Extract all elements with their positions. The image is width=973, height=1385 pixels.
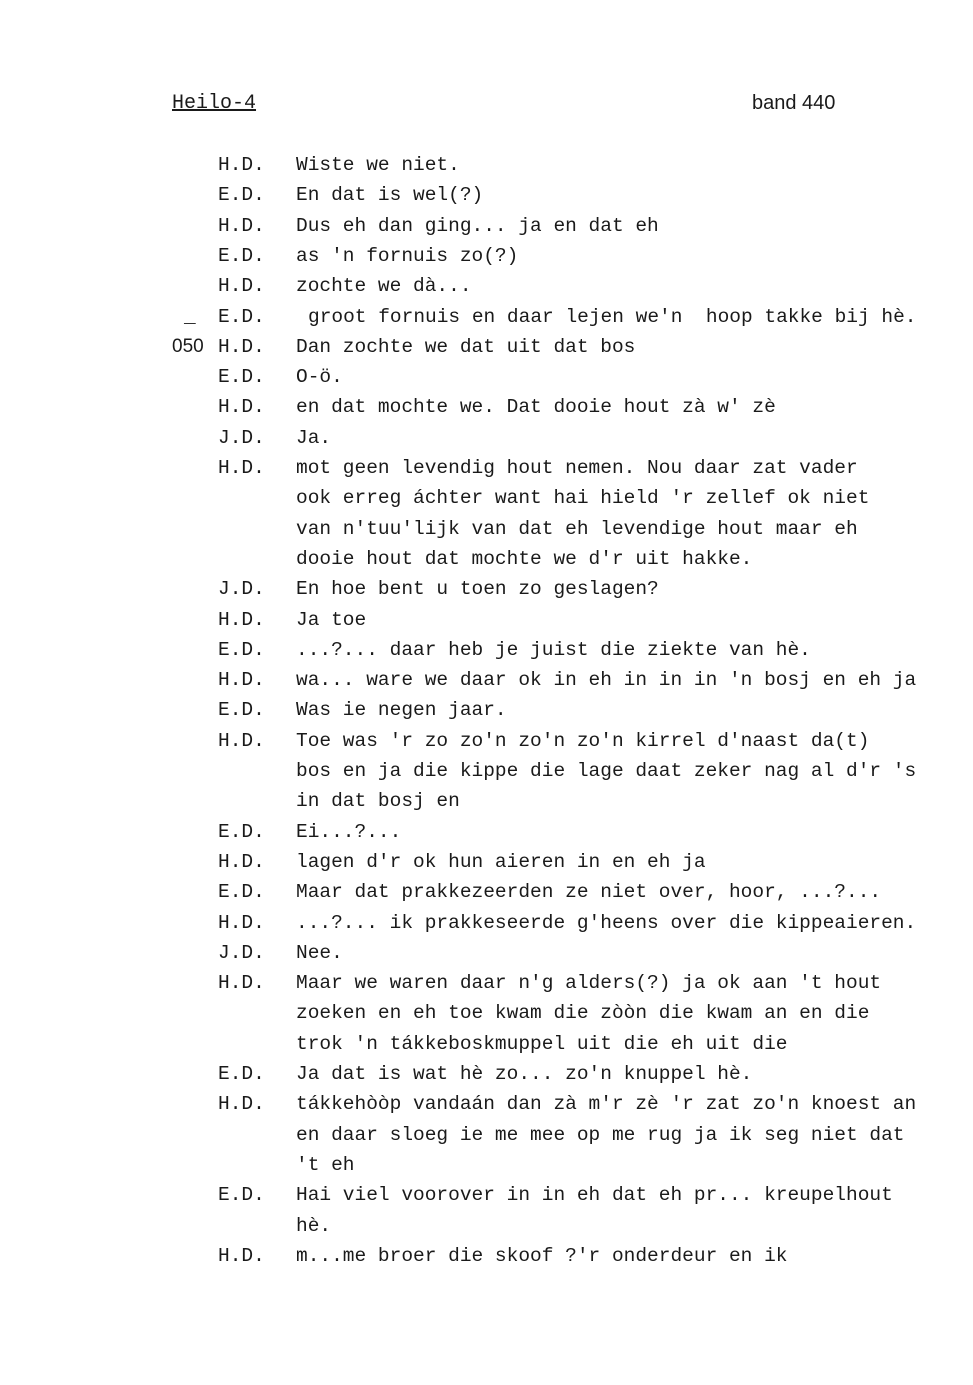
utterance-text: En dat is wel(?)	[296, 184, 484, 207]
transcript-line	[0, 817, 973, 847]
utterance-text: Wiste we niet.	[296, 154, 460, 176]
utterance-text: in dat bosj en	[296, 790, 460, 813]
utterance-text: van n'tuu'lijk van dat eh levendige hout maar eh	[296, 517, 858, 540]
line-number: 050	[172, 335, 204, 357]
speaker-label: H.D.	[218, 850, 265, 873]
utterance-text: bos en ja die kippe die lage daat zeker nag al d'r 's	[296, 760, 917, 782]
utterance-text: tákkehòòp vandaán dan zà m'r zè 'r zat zo'n knoest an	[296, 1093, 917, 1116]
transcript-line	[0, 968, 973, 998]
transcript-line	[0, 1029, 973, 1059]
transcript-line	[0, 635, 973, 665]
utterance-text: zochte we dà...	[296, 275, 472, 298]
speaker-label: H.D.	[218, 275, 265, 298]
transcript-line	[0, 332, 973, 362]
speaker-label: E.D.	[218, 244, 265, 267]
speaker-label: E.D.	[218, 305, 265, 328]
utterance-text: trok 'n tákkeboskmuppel uit die eh uit die	[296, 1032, 788, 1055]
utterance-text: Ei...?...	[296, 820, 402, 843]
transcript-line	[0, 998, 973, 1028]
utterance-text: hè.	[296, 1214, 332, 1237]
speaker-label: J.D.	[218, 578, 265, 601]
utterance-text: Dan zochte we dat uit dat bos	[296, 335, 636, 358]
speaker-label: E.D.	[218, 699, 265, 722]
transcript-line	[0, 423, 973, 453]
transcript-line	[0, 1089, 973, 1119]
transcript-line	[0, 786, 973, 816]
transcript-line	[0, 1120, 973, 1150]
transcript-line	[0, 453, 973, 483]
speaker-label: H.D.	[218, 457, 265, 479]
utterance-text: Ja.	[296, 426, 332, 449]
transcript-line	[0, 483, 973, 513]
transcript-line	[0, 392, 973, 422]
speaker-label: H.D.	[218, 1093, 265, 1116]
speaker-label: H.D.	[218, 669, 265, 692]
utterance-text: wa... ware we daar ok in eh in in in 'n bosj en eh ja	[296, 669, 917, 692]
speaker-label: E.D.	[218, 1184, 265, 1207]
speaker-label: H.D.	[218, 911, 265, 934]
speaker-label: E.D.	[218, 820, 265, 843]
transcript-line	[0, 1150, 973, 1180]
speaker-label: H.D.	[218, 729, 265, 752]
transcript-line	[0, 271, 973, 301]
utterance-text: 't eh	[296, 1153, 355, 1176]
transcript-line	[0, 180, 973, 210]
speaker-label: H.D.	[218, 396, 265, 419]
utterance-text: Ja toe	[296, 608, 367, 631]
transcript-line	[0, 877, 973, 907]
speaker-label: H.D.	[218, 1244, 265, 1267]
speaker-label: H.D.	[218, 972, 265, 995]
transcript-line	[0, 1180, 973, 1210]
utterance-text: O-ö.	[296, 366, 343, 389]
utterance-text: dooie hout dat mochte we d'r uit hakke.	[296, 547, 753, 570]
speaker-label: H.D.	[218, 335, 265, 358]
speaker-label: H.D.	[218, 154, 265, 176]
speaker-label: E.D.	[218, 366, 265, 389]
utterance-text: zoeken en eh toe kwam die zòòn die kwam an en die	[296, 1002, 870, 1025]
utterance-text: Was ie negen jaar.	[296, 699, 507, 722]
margin-marker: _	[184, 305, 196, 328]
transcript-line	[0, 726, 973, 756]
speaker-label: J.D.	[218, 426, 265, 449]
tape-number: band 440	[752, 92, 836, 114]
utterance-text: ...?... daar heb je juist die ziekte van hè.	[296, 638, 811, 661]
transcript-line	[0, 574, 973, 604]
transcript-line	[0, 211, 973, 241]
utterance-text: Ja dat is wat hè zo... zo'n knuppel hè.	[296, 1063, 753, 1085]
transcript-line	[0, 1059, 973, 1089]
utterance-text: en daar sloeg ie me mee op me rug ja ik seg niet dat	[296, 1123, 905, 1146]
utterance-text: Maar dat prakkezeerden ze niet over, hoor, ...?...	[296, 881, 882, 904]
utterance-text: groot fornuis en daar lejen we'n hoop takke bij hè.	[308, 305, 917, 328]
document-id: Heilo-4	[172, 92, 257, 115]
utterance-text: Maar we waren daar n'g alders(?) ja ok aan 't hout	[296, 972, 882, 995]
transcript-line	[0, 302, 973, 332]
speaker-label: E.D.	[218, 1063, 265, 1085]
transcript-line	[0, 1241, 973, 1271]
utterance-text: as 'n fornuis zo(?)	[296, 244, 519, 267]
transcript-line	[0, 665, 973, 695]
transcript-line	[0, 1211, 973, 1241]
utterance-text: En hoe bent u toen zo geslagen?	[296, 578, 659, 601]
transcript-line	[0, 150, 973, 180]
utterance-text: Toe was 'r zo zo'n zo'n zo'n kirrel d'naast da(t)	[296, 729, 870, 752]
transcript-line	[0, 847, 973, 877]
utterance-text: ...?... ik prakkeseerde g'heens over die kippeaieren.	[296, 911, 917, 934]
speaker-label: J.D.	[218, 941, 265, 964]
utterance-text: mot geen levendig hout nemen. Nou daar zat vader	[296, 457, 858, 479]
transcript-line	[0, 241, 973, 271]
transcript-line	[0, 544, 973, 574]
transcript-line	[0, 605, 973, 635]
utterance-text: Hai viel voorover in in eh dat eh pr... kreupelhout	[296, 1184, 893, 1207]
utterance-text: Dus eh dan ging... ja en dat eh	[296, 214, 659, 237]
utterance-text: Nee.	[296, 941, 343, 964]
speaker-label: E.D.	[218, 184, 265, 207]
utterance-text: m...me broer die skoof ?'r onderdeur en ik	[296, 1244, 788, 1267]
utterance-text: lagen d'r ok hun aieren in en eh ja	[296, 850, 706, 873]
speaker-label: H.D.	[218, 608, 265, 631]
transcript-line	[0, 938, 973, 968]
utterance-text: ook erreg áchter want hai hield 'r zellef ok niet	[296, 487, 870, 510]
speaker-label: H.D.	[218, 214, 265, 237]
transcript-line	[0, 908, 973, 938]
transcript-line	[0, 695, 973, 725]
utterance-text: en dat mochte we. Dat dooie hout zà w' zè	[296, 396, 776, 419]
speaker-label: E.D.	[218, 881, 265, 904]
transcript-line	[0, 756, 973, 786]
transcript-line	[0, 362, 973, 392]
speaker-label: E.D.	[218, 638, 265, 661]
transcript-line	[0, 514, 973, 544]
